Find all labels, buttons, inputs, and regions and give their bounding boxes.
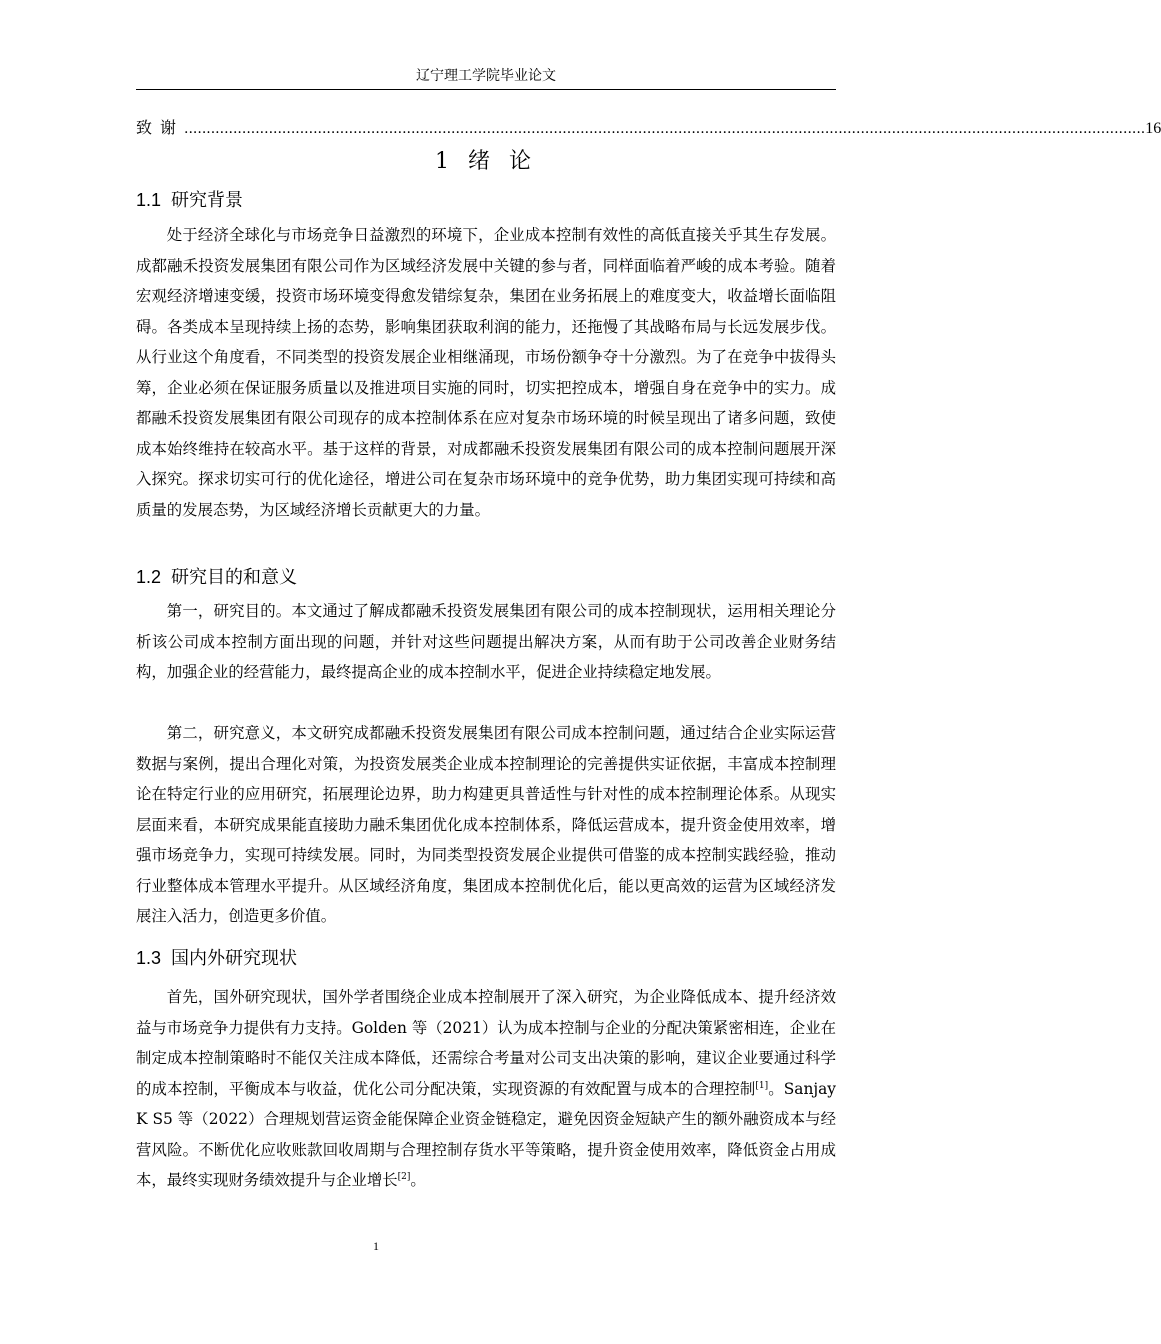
citation-2[interactable]: [2] bbox=[397, 1171, 411, 1182]
section-heading-1-3 bbox=[136, 944, 836, 973]
toc-leader-dots: ........................................................................................................................................................................................................................ bbox=[184, 121, 1146, 137]
toc-entry-page: 16 bbox=[1145, 120, 1161, 137]
section-title: 研究背景 bbox=[171, 190, 244, 211]
section-number: 1.3 bbox=[136, 948, 162, 968]
section-number: 1.1 bbox=[136, 190, 162, 210]
header-rule bbox=[136, 89, 836, 90]
citation-1[interactable]: [1] bbox=[755, 1080, 769, 1091]
running-header: 辽宁理工学院毕业论文 bbox=[416, 68, 556, 84]
paragraph-background: 处于经济全球化与市场竞争日益激烈的环境下，企业成本控制有效性的高低直接关乎其生存发展。成都融禾投资发展集团有限公司作为区域经济发展中关键的参与者，同样面临着严峻的成本考验。随着宏观经济增速变缓，投资市场环境变得愈发错综复杂，集团在业务拓展上的难度变大，收益增长面临阻碍。各类成本呈现持续上扬的态势，影响集团获取利润的能力，还拖慢了其战略布局与长远发展步伐。从行业这个角度看，不同类型的投资发展企业相继涌现，市场份额争夺十分激烈。为了在竞争中拔得头筹，企业必须在保证服务质量以及推进项目实施的同时，切实把控成本，增强自身在竞争中的实力。成都融禾投资发展集团有限公司现存的成本控制体系在应对复杂市场环境的时候呈现出了诸多问题，致使成本始终维持在较高水平。基于这样的背景，对成都融禾投资发展集团有限公司的成本控制问题展开深入探究。探求切实可行的优化途径，增进公司在复杂市场环境中的竞争优势，助力集团实现可持续和高质量的发展态势，为区域经济增长贡献更大的力量。 bbox=[136, 226, 836, 519]
paragraph-significance: 第二，研究意义，本文研究成都融禾投资发展集团有限公司成本控制问题，通过结合企业实际运营数据与案例，提出合理化对策，为投资发展类企业成本控制理论的完善提供实证依据，丰富成本控制理论在特定行业的应用研究，拓展理论边界，助力构建更具普适性与针对性的成本控制理论体系。从现实层面来看，本研究成果能直接助力融禾集团优化成本控制体系，降低运营成本，提升资金使用效率，增强市场竞争力，实现可持续发展。同时，为同类型投资发展企业提供可借鉴的成本控制实践经验，推动行业整体成本管理水平提升。从区域经济角度，集团成本控制优化后，能以更高效的运营为区域经济发展注入活力，创造更多价值。 bbox=[136, 724, 836, 925]
section-number: 1.2 bbox=[136, 567, 162, 587]
toc-entry-title: 致谢 bbox=[136, 118, 185, 137]
page-number: 1 bbox=[373, 1239, 379, 1253]
chapter-title: 1 绪 论 bbox=[435, 149, 537, 174]
section-title: 研究目的和意义 bbox=[171, 567, 298, 588]
toc-entry-acknowledgement[interactable] bbox=[136, 117, 1161, 139]
section-title: 国内外研究现状 bbox=[171, 948, 298, 969]
section-heading-1-2 bbox=[136, 563, 836, 592]
paragraph-text: 首先，国外研究现状，国外学者围绕企业成本控制展开了深入研究，为企业降低成本、提升经济效益与市场竞争力提供有力支持。Golden 等（2021）认为成本控制与企业的分配决策紧密相连，企业在制定成本控制策略时不能仅关注成本降低，还需综合考量对公司支出决策的影响，建议企业要通过科学的成本控制，平衡成本与收益，优化公司分配决策，实现资源的有效配置与成本的合理控制 bbox=[136, 988, 836, 1098]
paragraph-text: 。Sanjay K S5 等（2022）合理规划营运资金能保障企业资金链稳定，避免因资金短缺产生的额外融资成本与经营风险。不断优化应收账款回收周期与合理控制存货水平等策略，提升资金使用效率，降低资金占用成本，最终实现财务绩效提升与企业增长 bbox=[136, 1079, 836, 1189]
section-heading-1-1 bbox=[136, 186, 836, 215]
paragraph-text: 。 bbox=[410, 1171, 426, 1189]
paragraph-purpose: 第一，研究目的。本文通过了解成都融禾投资发展集团有限公司的成本控制现状，运用相关理论分析该公司成本控制方面出现的问题，并针对这些问题提出解决方案，从而有助于公司改善企业财务结构，加强企业的经营能力，最终提高企业的成本控制水平，促进企业持续稳定地发展。 bbox=[136, 602, 836, 681]
paragraph-foreign-research bbox=[136, 982, 836, 1196]
